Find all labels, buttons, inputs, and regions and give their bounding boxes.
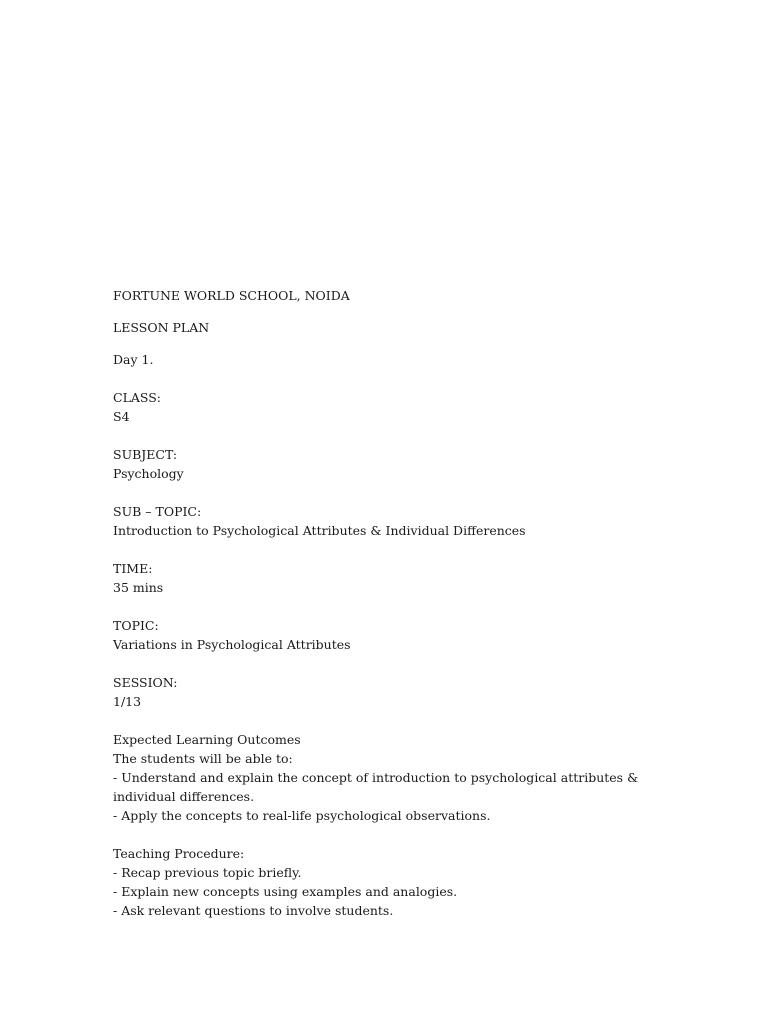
session-label: SESSION: [113,675,178,690]
time-section [113,559,653,597]
plan-title: LESSON PLAN [113,320,210,335]
procedure-heading: Teaching Procedure: [113,846,245,861]
procedure-item: - Explain new concepts using examples and analogies. [113,884,458,899]
session-value: 1/13 [113,694,142,709]
topic-value: Variations in Psychological Attributes [113,637,351,652]
class-value: S4 [113,409,130,424]
class-label: CLASS: [113,390,162,405]
session-section [113,673,653,711]
outcomes-intro: The students will be able to: [113,751,293,766]
subject-section [113,445,653,483]
outcomes-section [113,730,653,825]
outcome-item: - Understand and explain the concept of introduction to psychological attributes & individual differences. [113,770,643,804]
subject-label: SUBJECT: [113,447,178,462]
procedure-section [113,844,653,920]
procedure-item: - Recap previous topic briefly. [113,865,302,880]
time-label: TIME: [113,561,153,576]
topic-label: TOPIC: [113,618,159,633]
lesson-plan-body [113,286,653,920]
day-label: Day 1. [113,352,154,367]
subject-value: Psychology [113,466,184,481]
sub-topic-value: Introduction to Psychological Attributes & Individual Differences [113,523,526,538]
outcome-item: - Apply the concepts to real-life psychological observations. [113,808,491,823]
procedure-item: - Ask relevant questions to involve students. [113,903,394,918]
time-value: 35 mins [113,580,164,595]
sub-topic-section [113,502,653,540]
outcomes-heading: Expected Learning Outcomes [113,732,301,747]
class-section [113,388,653,426]
topic-section [113,616,653,654]
school-name: FORTUNE WORLD SCHOOL, NOIDA [113,288,350,303]
sub-topic-label: SUB – TOPIC: [113,504,202,519]
